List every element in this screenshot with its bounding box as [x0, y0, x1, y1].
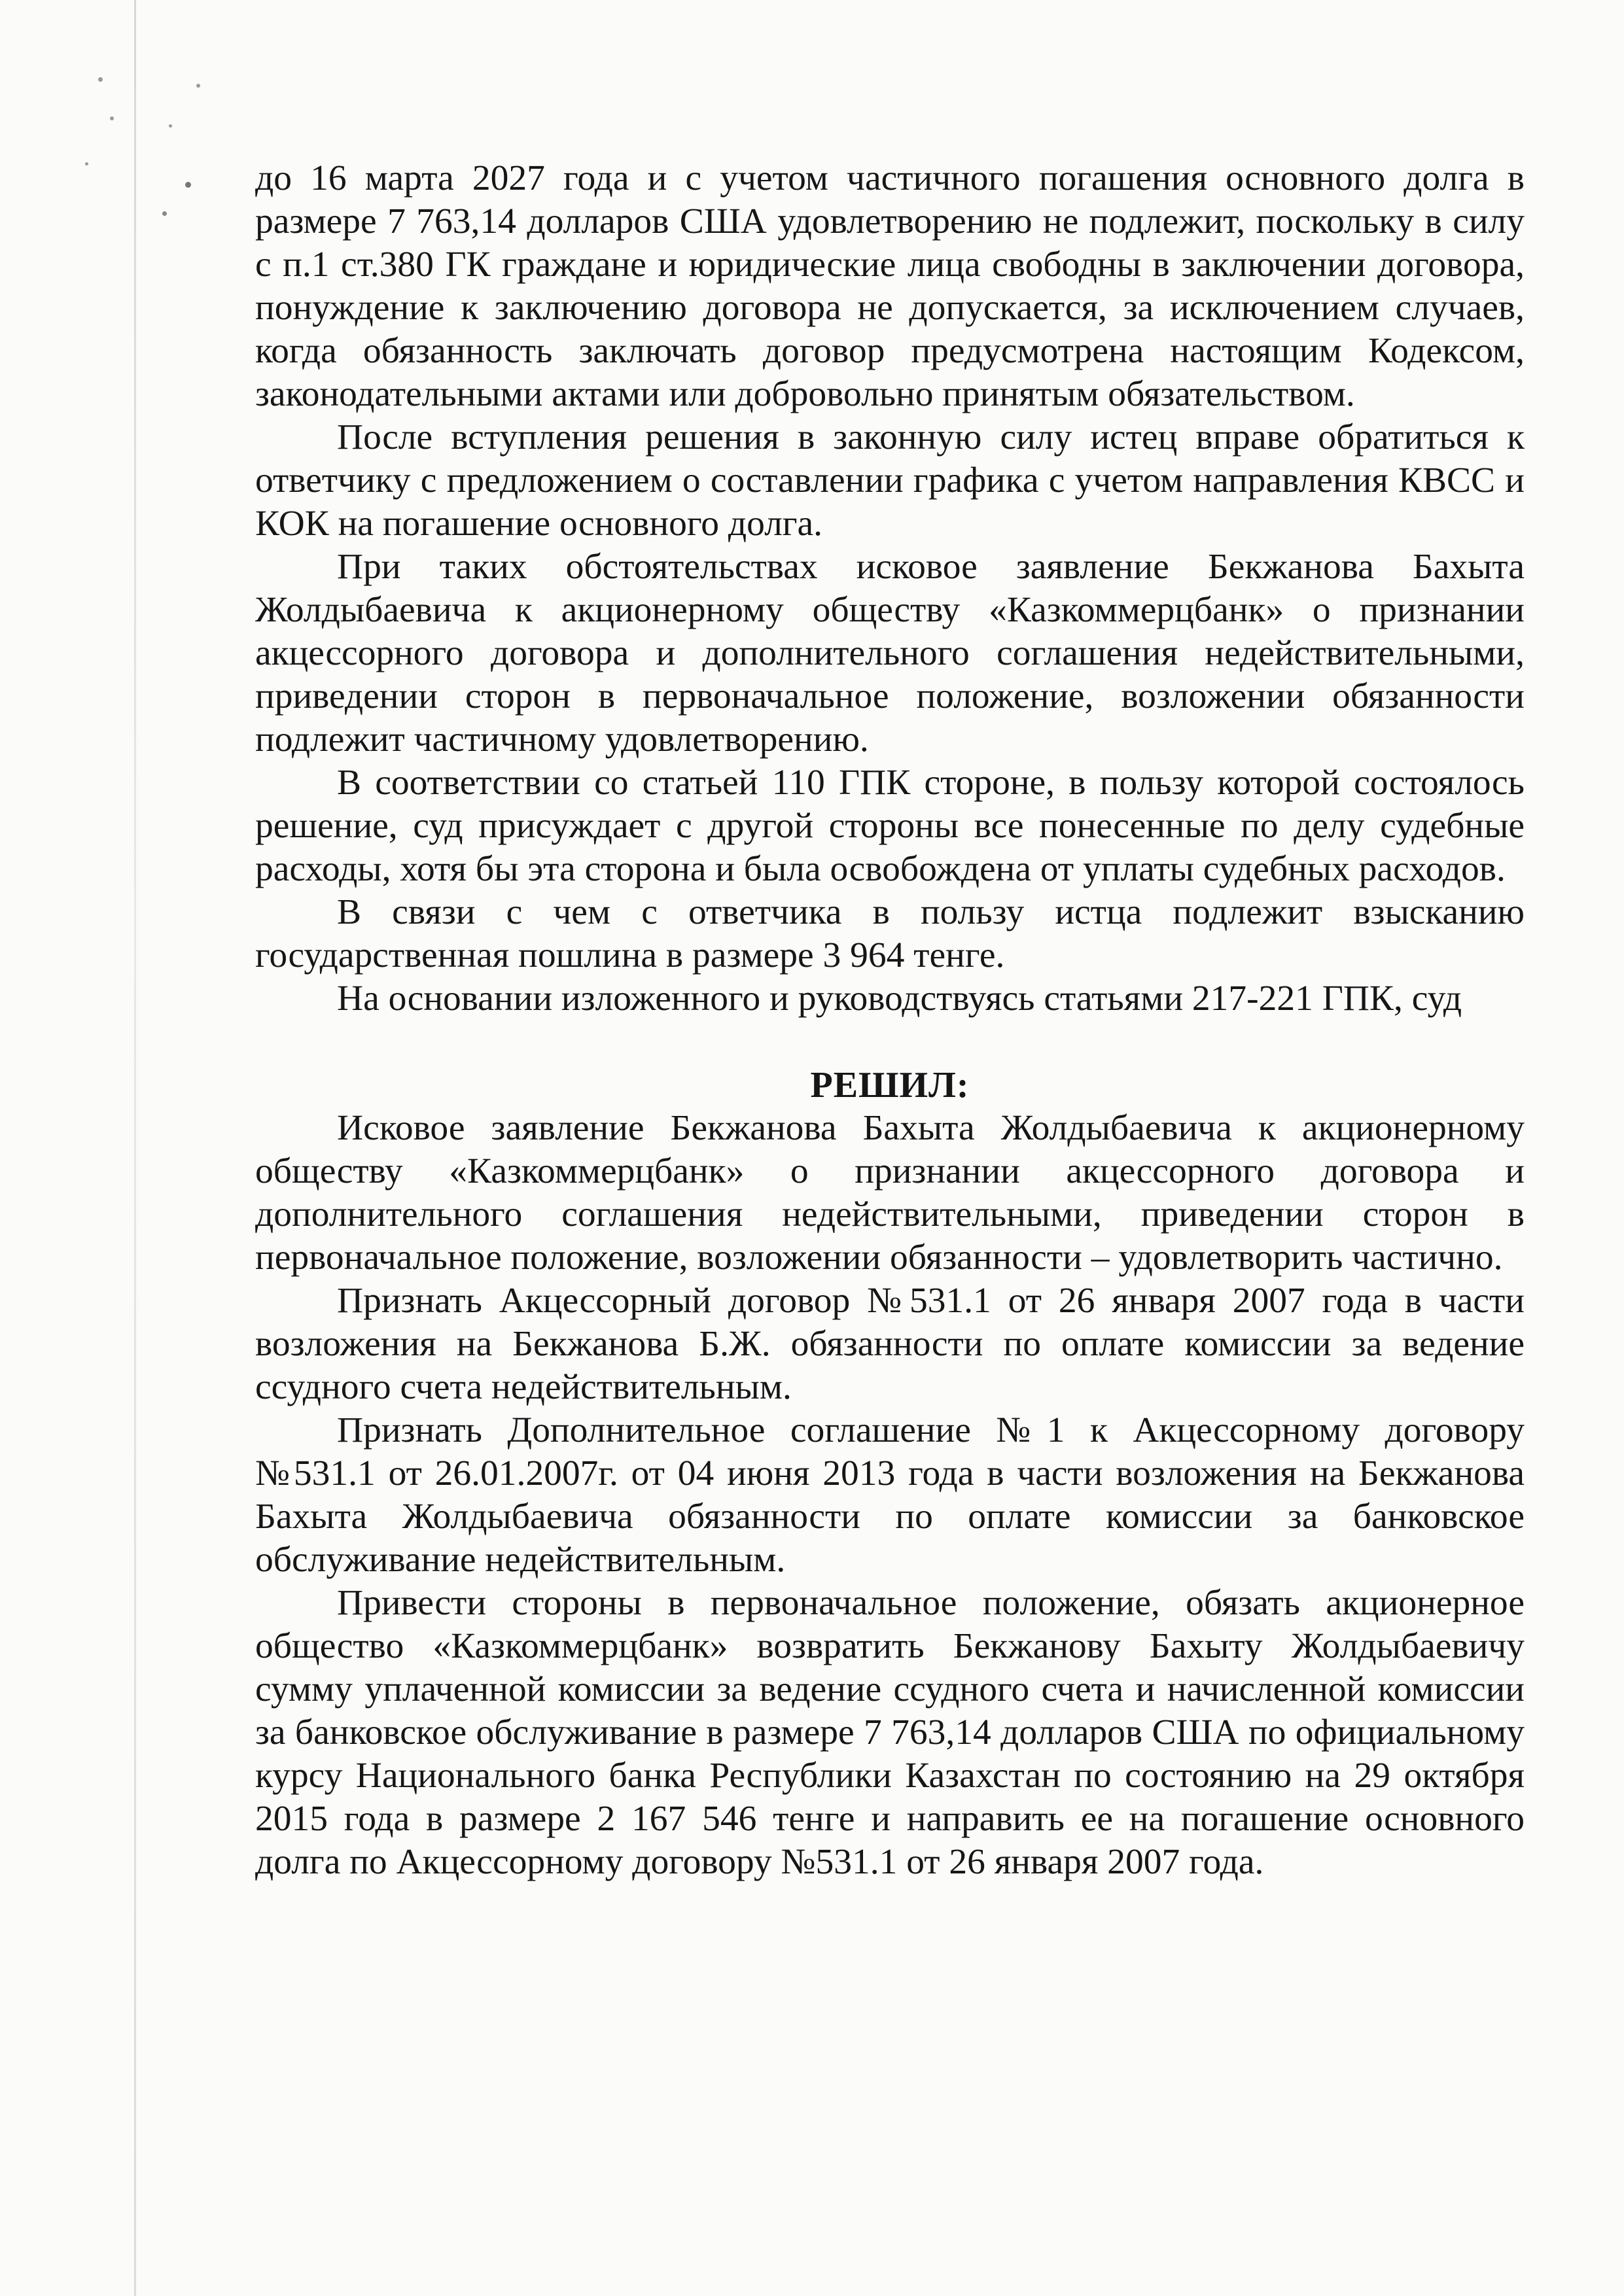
paragraph: Привести стороны в первоначальное положение, обязать акционерное общество «Казкоммерцбанк» возвратить Бекжанову Бахыту Жолдыбаевичу сумму уплаченной комиссии за ведение ссудного счета и начисленной комиссии за банковское обслуживание в размере 7 763,14 долларов США по официальному курсу Национального банка Республики Казахстан по состоянию на 29 октября 2015 года в размере 2 167 546 тенге и направить ее на погашение основного долга по Акцессорному договору №531.1 от 26 января 2007 года. [255, 1583, 1525, 1882]
paragraph: На основании изложенного и руководствуясь статьями 217-221 ГПК, суд [337, 979, 1462, 1018]
document-body [255, 157, 1525, 1884]
paragraph: Исковое заявление Бекжанова Бахыта Жолдыбаевича к акционерному обществу «Казкоммерцбанк» о признании акцессорного договора и дополнительного соглашения недействительными, приведении сторон в первоначальное положение, возложении обязанности – удовлетворить частично. [255, 1108, 1525, 1278]
paragraph: Признать Акцессорный договор №531.1 от 26 января 2007 года в части возложения на Бекжанова Б.Ж. обязанности по оплате комиссии за ведение ссудного счета недействительным. [255, 1281, 1525, 1407]
scan-edge-line [134, 0, 136, 2296]
verdict-heading: РЕШИЛ: [810, 1065, 970, 1105]
scan-speck [185, 182, 191, 188]
paragraph: В связи с чем с ответчика в пользу истца подлежит взысканию государственная пошлина в размере 3 964 тенге. [255, 892, 1525, 975]
scan-speck [162, 211, 167, 216]
scan-speck [98, 77, 103, 82]
paragraph: Признать Дополнительное соглашение №1 к Акцессорному договору №531.1 от 26.01.2007г. от 04 июня 2013 года в части возложения на Бекжанова Бахыта Жолдыбаевича обязанности по оплате комиссии за банковское обслуживание недействительным. [255, 1410, 1525, 1580]
paragraph: В соответствии со статьей 110 ГПК стороне, в пользу которой состоялось решение, суд присуждает с другой стороны все понесенные по делу судебные расходы, хотя бы эта сторона и была освобождена от уплаты судебных расходов. [255, 763, 1525, 889]
scan-speck [110, 116, 114, 120]
scan-speck [85, 162, 88, 165]
paragraph: После вступления решения в законную силу истец вправе обратиться к ответчику с предложением о составлении графика с учетом направления КВСС и КОК на погашение основного долга. [255, 417, 1525, 544]
paragraph: При таких обстоятельствах исковое заявление Бекжанова Бахыта Жолдыбаевича к акционерному обществу «Казкоммерцбанк» о признании акцессорного договора и дополнительного соглашения недействительными, приведении сторон в первоначальное положение, возложении обязанности подлежит частичному удовлетворению. [255, 547, 1525, 759]
scan-speck [169, 124, 172, 128]
scan-speck [196, 84, 200, 88]
paragraph-continuation: до 16 марта 2027 года и с учетом частичного погашения основного долга в размере 7 763,14 долларов США удовлетворению не подлежит, поскольку в силу с п.1 ст.380 ГК граждане и юридические лица свободны в заключении договора, понуждение к заключению договора не допускается, за исключением случаев, когда обязанность заключать договор предусмотрена настоящим Кодексом, законодательными актами или добровольно принятым обязательством. [255, 158, 1525, 414]
